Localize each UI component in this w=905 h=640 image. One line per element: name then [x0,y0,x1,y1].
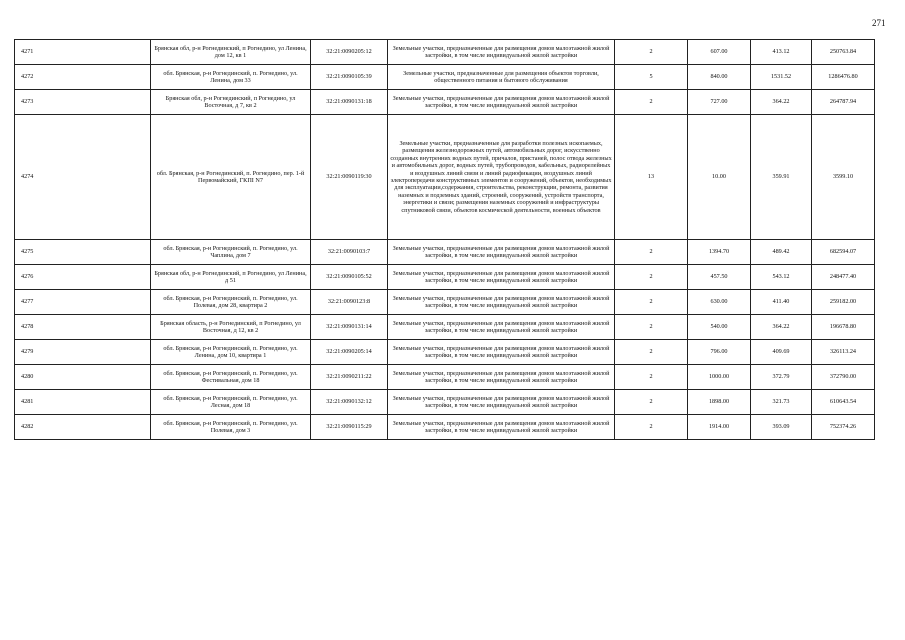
row-number: 4280 [15,365,151,390]
area-cell: 540.00 [688,315,751,340]
land-use-cell: Земельные участки, предназначенные для размещения домов малоэтажной жилой застройки, в том числе индивидуальной жилой застройки [388,340,615,365]
group-cell: 2 [615,340,688,365]
area-cell: 840.00 [688,65,751,90]
address-cell: обл. Брянская, р-н Рогнединский, п. Рогнедино, ул. Ленина, дом 10, квартира 1 [151,340,311,365]
area-cell: 607.00 [688,40,751,65]
address-cell: Брянская обл, р-н Рогнединский, п Рогнедино, ул Восточная, д 7, кв 2 [151,90,311,115]
group-cell: 5 [615,65,688,90]
table-row [15,40,875,65]
cadastral-number-cell: 32:21:0090105:39 [311,65,388,90]
area-cell: 1000.00 [688,365,751,390]
land-use-cell: Земельные участки, предназначенные для размещения домов малоэтажной жилой застройки, в том числе индивидуальной жилой застройки [388,365,615,390]
address-cell: обл. Брянская, р-н Рогнединский, п. Рогнедино, пер. 1-й Первомайский, ГКПI N7 [151,115,311,240]
cadastral-value-cell: 248477.40 [812,265,875,290]
specific-value-cell: 489.42 [751,240,812,265]
land-use-cell: Земельные участки, предназначенные для размещения домов малоэтажной жилой застройки, в том числе индивидуальной жилой застройки [388,265,615,290]
cadastral-number-cell: 32:21:0090131:14 [311,315,388,340]
row-number: 4279 [15,340,151,365]
address-cell: обл. Брянская, р-н Рогнединский, п. Рогнедино, ул. Полевая, дом 28, квартира 2 [151,290,311,315]
cadastral-value-cell: 1286476.80 [812,65,875,90]
area-cell: 796.00 [688,340,751,365]
cadastral-number-cell: 32:21:0090131:18 [311,90,388,115]
address-cell: Брянская область, р-н Рогнединский, п Рогнедино, ул Восточная, д 12, кв 2 [151,315,311,340]
table-row [15,415,875,440]
cadastral-number-cell: 32:21:0090132:12 [311,390,388,415]
address-cell: Брянская обл, р-н Рогнединский, п Рогнедино, ул Ленина, д 51 [151,265,311,290]
address-cell: обл. Брянская, р-н Рогнединский, п. Рогнедино, ул. Полевая, дом 3 [151,415,311,440]
row-number: 4275 [15,240,151,265]
land-use-cell: Земельные участки, предназначенные для разработки полезных ископаемых, размещения железнодорожных путей, автомобильных дорог, искусственно созданных внутренних водных путей, причалов, пристаней, полос отвода железных и автомобильных дорог, водных путей, трубопроводов, кабельных, радиорелейных и воздушных линий связи и линий радиофикации, воздушных линий электропередачи конструктивных элементов и сооружений, объектов, необходимых для эксплуатации,содержания, строительства, реконструкции, ремонта, развития наземных и подземных зданий, строений, сооружений, устройств транспорта, энергетики и связи; размещения наземных сооружений и инфраструктуры спутниковой связи, объектов космической деятельности, военных объектов [388,115,615,240]
specific-value-cell: 364.22 [751,315,812,340]
specific-value-cell: 411.40 [751,290,812,315]
page-number: 271 [872,18,886,28]
table-row [15,240,875,265]
specific-value-cell: 543.12 [751,265,812,290]
cadastral-value-cell: 259182.00 [812,290,875,315]
cadastral-number-cell: 32:21:0090211:22 [311,365,388,390]
address-cell: обл. Брянская, р-н Рогнединский, п. Рогнедино, ул. Фестивальная, дом 18 [151,365,311,390]
land-use-cell: Земельные участки, предназначенные для размещения домов малоэтажной жилой застройки, в том числе индивидуальной жилой застройки [388,40,615,65]
group-cell: 2 [615,365,688,390]
cadastral-value-cell: 264787.94 [812,90,875,115]
table-row [15,315,875,340]
group-cell: 2 [615,290,688,315]
cadastral-number-cell: 32:21:0090115:29 [311,415,388,440]
specific-value-cell: 364.22 [751,90,812,115]
cadastral-number-cell: 32:21:0090105:52 [311,265,388,290]
row-number: 4273 [15,90,151,115]
address-cell: обл. Брянская, р-н Рогнединский, п. Рогнедино, ул. Ленина, дом 33 [151,65,311,90]
table-row [15,390,875,415]
specific-value-cell: 409.69 [751,340,812,365]
address-cell: обл. Брянская, р-н Рогнединский, п. Рогнедино, ул. Лесная, дом 18 [151,390,311,415]
specific-value-cell: 1531.52 [751,65,812,90]
table-row [15,90,875,115]
area-cell: 1394.70 [688,240,751,265]
specific-value-cell: 321.73 [751,390,812,415]
row-number: 4282 [15,415,151,440]
land-use-cell: Земельные участки, предназначенные для размещения домов малоэтажной жилой застройки, в том числе индивидуальной жилой застройки [388,290,615,315]
cadastral-value-cell: 372790.00 [812,365,875,390]
area-cell: 1914.00 [688,415,751,440]
cadastral-number-cell: 32:21:0090123:8 [311,290,388,315]
cadastral-value-cell: 3599.10 [812,115,875,240]
table-row [15,265,875,290]
land-use-cell: Земельные участки, предназначенные для размещения домов малоэтажной жилой застройки, в том числе индивидуальной жилой застройки [388,390,615,415]
specific-value-cell: 413.12 [751,40,812,65]
area-cell: 457.50 [688,265,751,290]
row-number: 4278 [15,315,151,340]
area-cell: 727.00 [688,90,751,115]
table-row [15,115,875,240]
cadastral-number-cell: 32:21:0090205:14 [311,340,388,365]
land-use-cell: Земельные участки, предназначенные для размещения домов малоэтажной жилой застройки, в том числе индивидуальной жилой застройки [388,415,615,440]
row-number: 4274 [15,115,151,240]
cadastral-number-cell: 32:21:0090205:12 [311,40,388,65]
group-cell: 2 [615,40,688,65]
land-use-cell: Земельные участки, предназначенные для размещения объектов торговли, общественного питания и бытового обслуживания [388,65,615,90]
row-number: 4272 [15,65,151,90]
group-cell: 2 [615,390,688,415]
land-use-cell: Земельные участки, предназначенные для размещения домов малоэтажной жилой застройки, в том числе индивидуальной жилой застройки [388,90,615,115]
group-cell: 2 [615,315,688,340]
cadastral-number-cell: 32:21:0090119:30 [311,115,388,240]
row-number: 4271 [15,40,151,65]
table-row [15,340,875,365]
cadastral-value-cell: 610643.54 [812,390,875,415]
land-use-cell: Земельные участки, предназначенные для размещения домов малоэтажной жилой застройки, в том числе индивидуальной жилой застройки [388,240,615,265]
cadastral-value-cell: 250763.84 [812,40,875,65]
group-cell: 2 [615,240,688,265]
specific-value-cell: 393.09 [751,415,812,440]
cadastral-value-cell: 326113.24 [812,340,875,365]
group-cell: 13 [615,115,688,240]
specific-value-cell: 359.91 [751,115,812,240]
cadastral-value-table [14,39,875,440]
land-use-cell: Земельные участки, предназначенные для размещения домов малоэтажной жилой застройки, в том числе индивидуальной жилой застройки [388,315,615,340]
cadastral-value-cell: 682594.07 [812,240,875,265]
address-cell: Брянская обл, р-н Рогнединский, п Рогнедино, ул Ленина, дом 12, кв 1 [151,40,311,65]
row-number: 4281 [15,390,151,415]
cadastral-value-cell: 752374.26 [812,415,875,440]
table-row [15,65,875,90]
row-number: 4276 [15,265,151,290]
cadastral-number-cell: 32:21:0090103:7 [311,240,388,265]
cadastral-value-cell: 196678.80 [812,315,875,340]
row-number: 4277 [15,290,151,315]
table-row [15,365,875,390]
area-cell: 630.00 [688,290,751,315]
specific-value-cell: 372.79 [751,365,812,390]
area-cell: 1898.00 [688,390,751,415]
group-cell: 2 [615,90,688,115]
table-row [15,290,875,315]
address-cell: обл. Брянская, р-н Рогнединский, п. Рогнедино, ул. Чаплина, дом 7 [151,240,311,265]
area-cell: 10.00 [688,115,751,240]
group-cell: 2 [615,265,688,290]
group-cell: 2 [615,415,688,440]
